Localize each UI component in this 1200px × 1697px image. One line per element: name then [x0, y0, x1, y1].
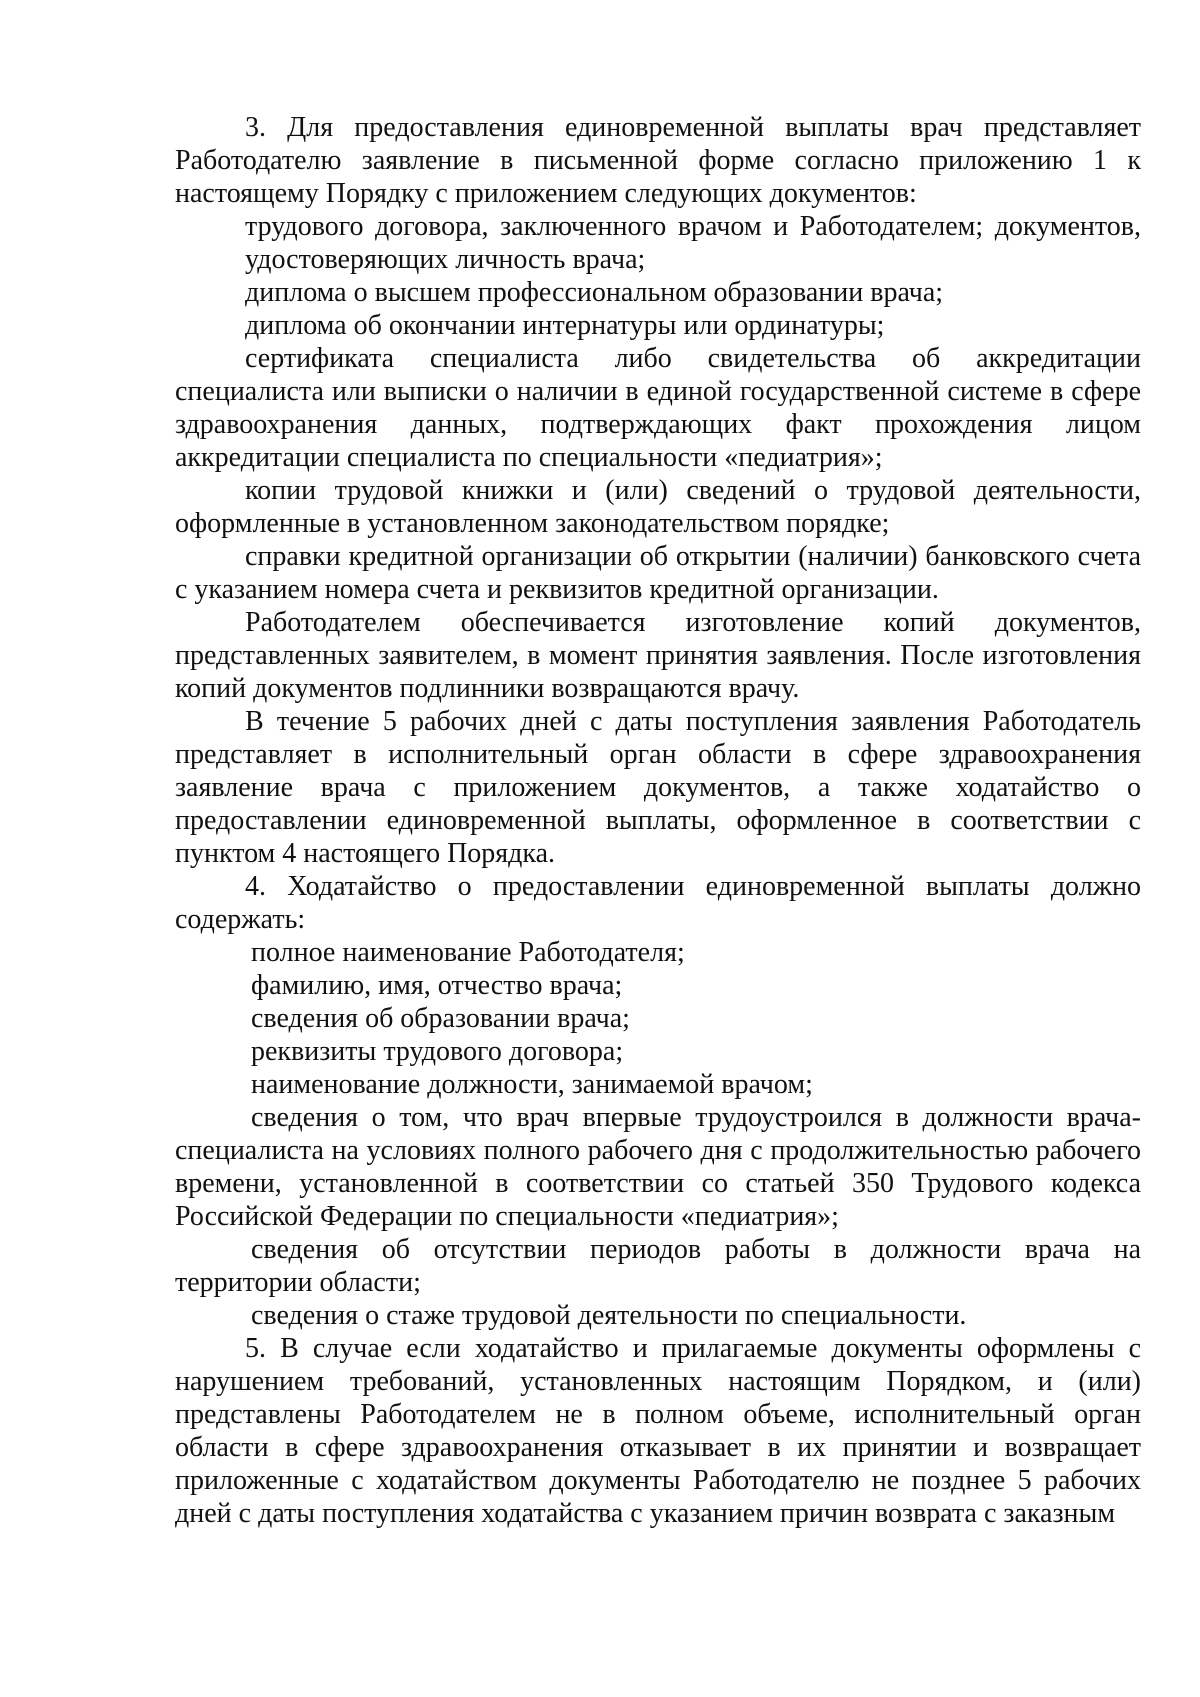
- list-item-contract-details: реквизиты трудового договора;: [251, 1036, 624, 1067]
- list-item-employment-contract: трудового договора, заключенного врачом и Работодателем; документов, удостоверяющих личность врача;: [245, 211, 1141, 275]
- list-item-bank-statement: справки кредитной организации об открытии (наличии) банковского счета с указанием номера счета и реквизитов кредитной организации.: [175, 541, 1141, 605]
- paragraph-copies: Работодателем обеспечивается изготовление копий документов, представленных заявителем, в момент принятия заявления. После изготовления копий документов подлинники возвращаются врачу.: [175, 607, 1141, 704]
- paragraph-five-days: В течение 5 рабочих дней с даты поступления заявления Работодатель представляет в исполнительный орган области в сфере здравоохранения заявление врача с приложением документов, а также ходатайство о предоставлении единовременной выплаты, оформленное в соответствии с пунктом 4 настоящего Порядка.: [175, 706, 1141, 869]
- paragraph-item-3: 3. Для предоставления единовременной выплаты врач представляет Работодателю заявление в письменной форме согласно приложению 1 к настоящему Порядку с приложением следующих документов:: [175, 112, 1141, 209]
- list-item-position: наименование должности, занимаемой врачом;: [251, 1069, 813, 1100]
- list-item-diploma-higher-education: диплома о высшем профессиональном образовании врача;: [245, 277, 944, 308]
- list-item-no-periods: сведения об отсутствии периодов работы в должности врача на территории области;: [175, 1234, 1141, 1298]
- list-item-work-book: копии трудовой книжки и (или) сведений о трудовой деятельности, оформленные в установленном законодательством порядке;: [175, 475, 1141, 539]
- list-item-certificate: сертификата специалиста либо свидетельства об аккредитации специалиста или выписки о наличии в единой государственной системе в сфере здравоохранения данных, подтверждающих факт прохождения лицом аккредитации специалиста по специальности «педиатрия»;: [175, 343, 1141, 473]
- list-item-first-employment: сведения о том, что врач впервые трудоустроился в должности врача-специалиста на условиях полного рабочего дня с продолжительностью рабочего времени, установленной в соответствии со статьей 350 Трудового кодекса Российской Федерации по специальности «педиатрия»;: [175, 1102, 1141, 1232]
- list-item-experience: сведения о стаже трудовой деятельности по специальности.: [251, 1300, 967, 1331]
- list-item-diploma-internship: диплома об окончании интернатуры или ординатуры;: [245, 310, 885, 341]
- list-item-employer-name: полное наименование Работодателя;: [251, 937, 685, 968]
- list-item-education: сведения об образовании врача;: [251, 1003, 630, 1034]
- paragraph-item-5: 5. В случае если ходатайство и прилагаемые документы оформлены с нарушением требований, установленных настоящим Порядком, и (или) представлены Работодателем не в полном объеме, исполнительный орган области в сфере здравоохранения отказывает в их принятии и возвращает приложенные с ходатайством документы Работодателю не позднее 5 рабочих дней с даты поступления ходатайства с указанием причин возврата с заказным: [175, 1333, 1141, 1529]
- paragraph-item-4: 4. Ходатайство о предоставлении единовременной выплаты должно содержать:: [175, 871, 1141, 935]
- list-item-doctor-name: фамилию, имя, отчество врача;: [251, 970, 623, 1001]
